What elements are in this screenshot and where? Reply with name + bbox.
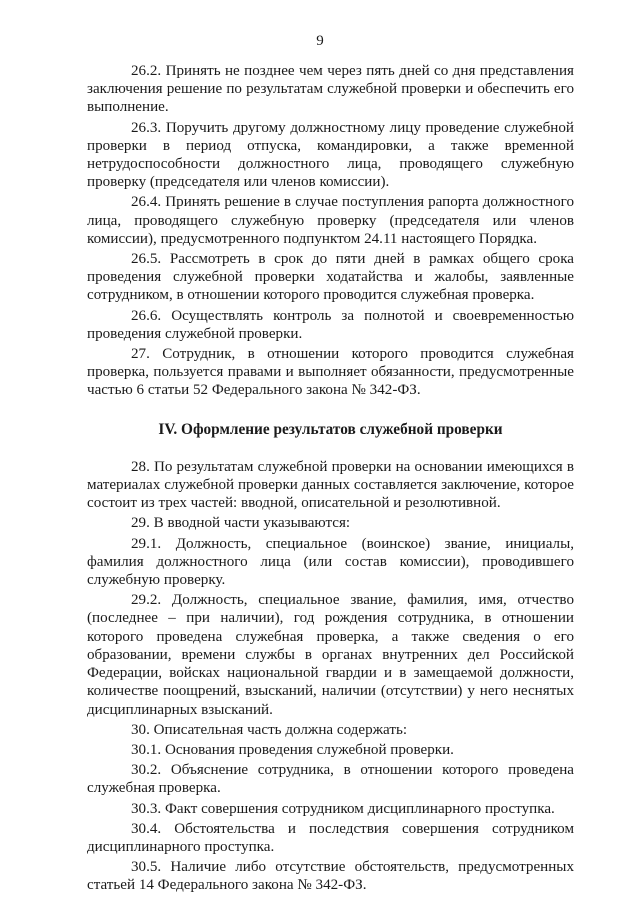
paragraph-27: 27. Сотрудник, в отношении которого проводится служебная проверка, пользуется правами и выполняет обязанности, предусмотренные частью 6 статьи 52 Федерального закона № 342-ФЗ.	[87, 346, 574, 399]
section-heading: IV. Оформление результатов служебной проверки	[158, 420, 503, 438]
paragraph-30: 30. Описательная часть должна содержать:	[131, 721, 408, 738]
paragraph-30-1: 30.1. Основания проведения служебной проверки.	[131, 741, 454, 758]
paragraph-29-1: 29.1. Должность, специальное (воинское) звание, инициалы, фамилия должностного лица (или состав комиссии), проводившего служебную проверку.	[87, 535, 574, 589]
paragraph-26-6: 26.6. Осуществлять контроль за полнотой и своевременностью проведения служебной проверки.	[87, 307, 574, 342]
paragraph-26-4: 26.4. Принять решение в случае поступления рапорта должностного лица, проводящего служебную проверку (председателя или членов комиссии), предусмотренного подпунктом 24.11 настоящего Порядка.	[87, 194, 574, 247]
paragraph-26-5: 26.5. Рассмотреть в срок до пяти дней в рамках общего срока проведения служебной проверки ходатайства и жалобы, заявленные сотрудником, в отношении которого проводится служебная проверка.	[87, 251, 574, 304]
paragraph-30-2: 30.2. Объяснение сотрудника, в отношении которого проведена служебная проверка.	[87, 762, 574, 797]
paragraph-26-2: 26.2. Принять не позднее чем через пять дней со дня представления заключения решение по результатам служебной проверки и обеспечить его выполнение.	[87, 63, 574, 116]
page-number: 9	[316, 33, 324, 49]
paragraph-26-3: 26.3. Поручить другому должностному лицу проведение служебной проверки в период отпуска, командировки, а также временной нетрудоспособности должностного лица, проводящего служебную проверку (председателя или членов комиссии).	[87, 119, 574, 191]
paragraph-29-2: 29.2. Должность, специальное звание, фамилия, имя, отчество (последнее – при наличии), год рождения сотрудника, в отношении которого проведена служебная проверка, а также сведения о его образовании, времени службы в органах внутренних дел Российской Федерации, войсках национальной гвардии и в замещаемой должности, количестве поощрений, взысканий, наличии (отсутствии) у него неснятых дисциплинарных взысканий.	[87, 592, 574, 718]
paragraph-28: 28. По результатам служебной проверки на основании имеющихся в материалах служебной проверки данных составляется заключение, которое состоит из трех частей: вводной, описательной и резолютивной.	[87, 458, 574, 512]
paragraph-30-3: 30.3. Факт совершения сотрудником дисциплинарного проступка.	[131, 800, 555, 817]
paragraph-30-4: 30.4. Обстоятельства и последствия совершения сотрудником дисциплинарного проступка.	[87, 820, 574, 855]
paragraph-29: 29. В вводной части указываются:	[131, 515, 351, 532]
paragraph-30-5: 30.5. Наличие либо отсутствие обстоятельств, предусмотренных статьей 14 Федерального закона № 342-ФЗ.	[87, 859, 574, 894]
document-body	[87, 62, 574, 897]
